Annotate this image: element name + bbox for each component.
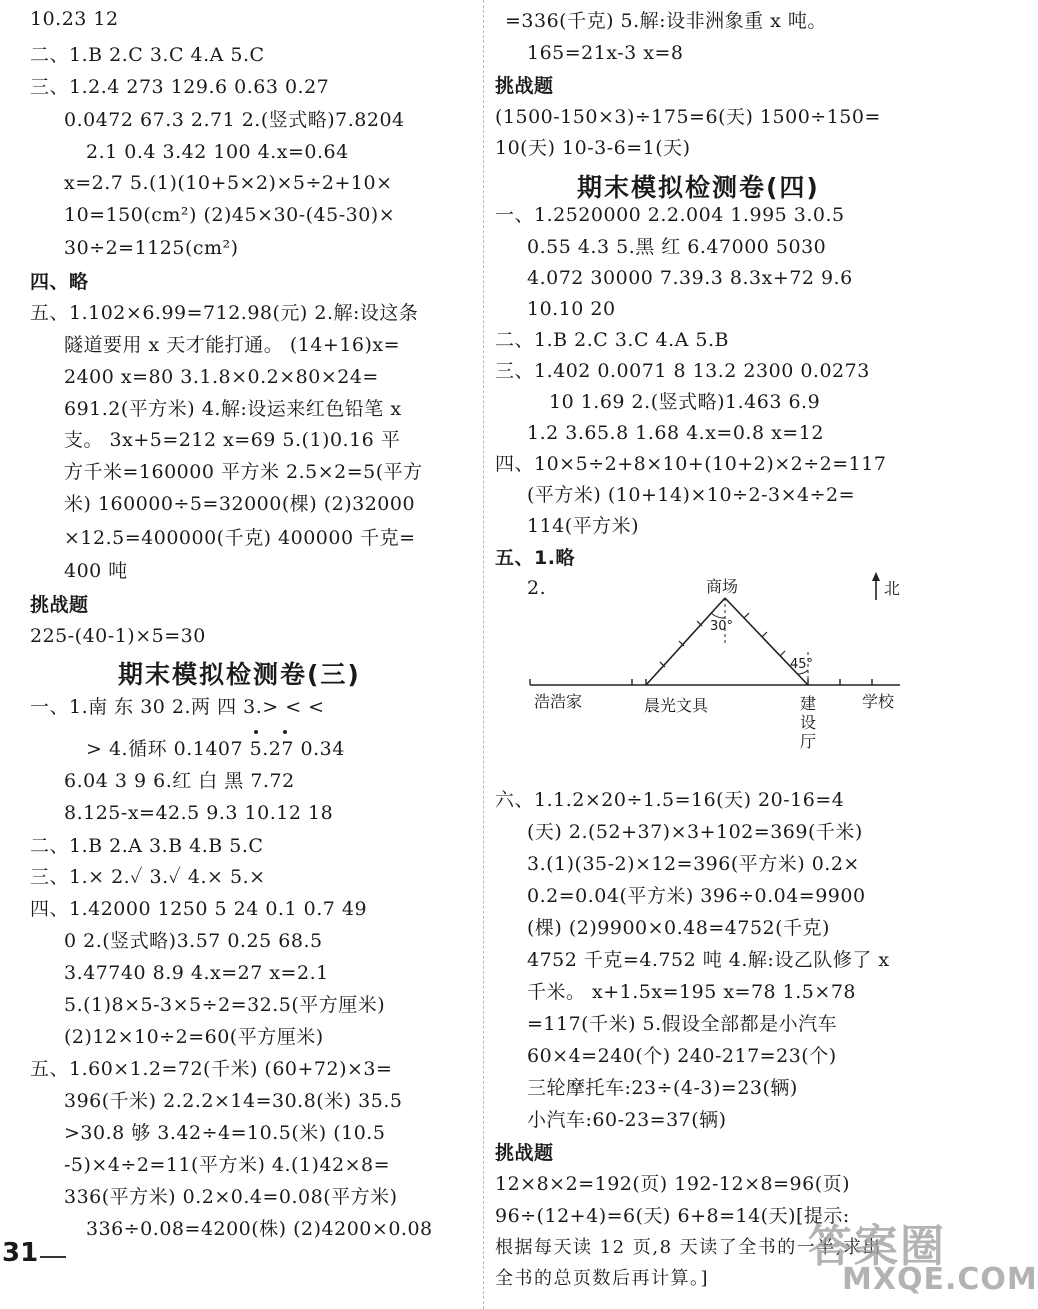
hint-line: 全书的总页数后再计算。] [495, 1268, 710, 1289]
answer-line: (1500-150×3)÷175=6(天) 1500÷150= [495, 106, 881, 128]
label-north: 北 [884, 579, 901, 598]
answer-line: 六、1.1.2×20÷1.5=16(天) 20-16=4 [495, 789, 845, 811]
answer-line: 五、1.60×1.2=72(千米) (60+72)×3= [30, 1058, 393, 1080]
answer-line: 千米。 x+1.5x=195 x=78 1.5×78 [527, 981, 856, 1003]
answer-line: (天) 2.(52+37)×3+102=369(千米) [527, 821, 863, 843]
challenge-label: 挑战题 [30, 594, 89, 616]
answer-line: 小汽车:60-23=37(辆) [527, 1109, 727, 1131]
answer-line: 114(平方米) [527, 515, 640, 537]
exam-3-heading: 期末模拟检测卷(三) [118, 660, 361, 689]
answer-line: =117(千米) 5.假设全部都是小汽车 [527, 1013, 838, 1035]
answer-line: 三、1.2.4 273 129.6 0.63 0.27 [30, 76, 330, 98]
answer-line: 二、1.B 2.A 3.B 4.B 5.C [30, 835, 264, 857]
answer-line: 四、1.42000 1250 5 24 0.1 0.7 49 [30, 898, 368, 920]
answer-line: 96÷(12+4)=6(天) 6+8=14(天)[提示: [495, 1205, 850, 1227]
label-angle-45: 45° [790, 657, 814, 672]
answer-line: x=2.7 5.(1)(10+5×2)×5÷2+10× [64, 172, 393, 194]
answer-line: 二、1.B 2.C 3.C 4.A 5.C [30, 44, 265, 66]
hint-line: 根据每天读 12 页,8 天读了全书的一半,求出 [495, 1237, 882, 1258]
repeating-decimal-dot [283, 730, 287, 734]
answer-line: > 4.循环 0.1407 5.27 0.34 [86, 738, 345, 760]
tick [744, 613, 749, 618]
answer-line: 3.47740 8.9 4.x=27 x=2.1 [64, 962, 329, 984]
answer-line: 4.072 30000 7.39.3 8.3x+72 9.6 [527, 267, 853, 289]
answer-line: 336÷0.08=4200(株) (2)4200×0.08 [86, 1218, 433, 1240]
tick [780, 651, 785, 656]
angle-arc [711, 613, 725, 618]
route-map-diagram [500, 570, 920, 760]
answer-line: 6.04 3 9 6.红 白 黑 7.72 [64, 770, 295, 792]
challenge-label: 挑战题 [495, 1142, 554, 1164]
label-bank-3: 厅 [800, 732, 817, 751]
answer-line: 五、1.102×6.99=712.98(元) 2.解:设这条 [30, 302, 419, 324]
label-angle-30: 30° [710, 619, 734, 634]
page-number-rule [40, 1256, 66, 1258]
answer-line: 0 2.(竖式略)3.57 0.25 68.5 [64, 930, 323, 952]
answer-line: 60×4=240(个) 240-217=23(个) [527, 1045, 837, 1067]
watermark-logo: 答案圈 [808, 1221, 946, 1272]
watermark-url: MXQE.COM [842, 1262, 1038, 1297]
section-label: 四、略 [30, 271, 89, 293]
answer-line: 3.(1)(35-2)×12=396(平方米) 0.2× [527, 853, 860, 875]
answer-line: 三轮摩托车:23÷(4-3)=23(辆) [527, 1077, 798, 1099]
answer-line: 三、1.402 0.0071 8 13.2 2300 0.0273 [495, 360, 870, 382]
label-school: 学校 [862, 692, 895, 711]
answer-line: 396(千米) 2.2.2×14=30.8(米) 35.5 [64, 1090, 403, 1112]
answer-line: 2.1 0.4 3.42 100 4.x=0.64 [86, 141, 349, 163]
answer-line: 8.125-x=42.5 9.3 10.12 18 [64, 802, 334, 824]
answer-line: >30.8 够 3.42÷4=10.5(米) (10.5 [64, 1122, 386, 1144]
answer-line: 一、1.2520000 2.2.004 1.995 3.0.5 [495, 204, 845, 226]
answer-line: 10=150(cm²) (2)45×30-(45-30)× [64, 204, 396, 226]
answer-line: 10 1.69 2.(竖式略)1.463 6.9 [549, 391, 821, 413]
answer-line: 三、1.× 2.✓ 3.✓ 4.× 5.× [30, 866, 266, 888]
answer-line: =336(千克) 5.解:设非洲象重 x 吨。 [505, 10, 827, 32]
column-divider [483, 0, 484, 1309]
answer-line: ×12.5=400000(千克) 400000 千克= [64, 527, 416, 549]
repeating-decimal-dot [254, 730, 258, 734]
label-bank-1: 建 [800, 694, 817, 713]
answer-line: (棵) (2)9900×0.48=4752(千克) [527, 917, 830, 939]
answer-line: 225-(40-1)×5=30 [30, 625, 206, 647]
answer-line: 5.(1)8×5-3×5÷2=32.5(平方厘米) [64, 994, 386, 1016]
answer-line: 方千米=160000 平方米 2.5×2=5(平方 [64, 461, 423, 483]
answer-line: -5)×4÷2=11(平方米) 4.(1)42×8= [64, 1154, 391, 1176]
label-home: 浩浩家 [534, 692, 583, 711]
answer-line: 10.10 20 [527, 298, 616, 320]
answer-line: 一、1.南 东 30 2.两 四 3.> < < [30, 696, 325, 718]
page-number: 31 [2, 1238, 39, 1268]
tick [762, 632, 767, 637]
label-stationery: 晨光文具 [644, 696, 709, 715]
answer-line: 2. [527, 577, 547, 599]
answer-line: 336(平方米) 0.2×0.4=0.08(平方米) [64, 1186, 398, 1208]
answer-line: 691.2(平方米) 4.解:设运来红色铅笔 x [64, 398, 402, 420]
answer-line: 2400 x=80 3.1.8×0.2×80×24= [64, 366, 379, 388]
answer-line: 165=21x-3 x=8 [527, 42, 684, 64]
route-to-mall [646, 598, 725, 685]
answer-line: 隧道要用 x 天才能打通。 (14+16)x= [64, 334, 401, 356]
answer-line: 400 吨 [64, 560, 128, 582]
answer-line: (平方米) (10+14)×10÷2-3×4÷2= [527, 484, 856, 506]
answer-line: 10(天) 10-3-6=1(天) [495, 137, 691, 159]
answer-line: 二、1.B 2.C 3.C 4.A 5.B [495, 329, 730, 351]
answer-line: 0.0472 67.3 2.71 2.(竖式略)7.8204 [64, 109, 405, 131]
label-mall: 商场 [706, 577, 739, 596]
answer-line: 10.23 12 [30, 8, 119, 30]
answer-line: 1.2 3.65.8 1.68 4.x=0.8 x=12 [527, 422, 824, 444]
answer-line: (2)12×10÷2=60(平方厘米) [64, 1026, 324, 1048]
north-arrow-head-icon [872, 572, 880, 581]
challenge-label: 挑战题 [495, 75, 554, 97]
section-label: 五、1.略 [495, 547, 575, 569]
exam-4-heading: 期末模拟检测卷(四) [577, 173, 820, 202]
answer-line: 4752 千克=4.752 吨 4.解:设乙队修了 x [527, 949, 890, 971]
answer-line: 0.55 4.3 5.黑 红 6.47000 5030 [527, 236, 827, 258]
answer-line: 0.2=0.04(平方米) 396÷0.04=9900 [527, 885, 866, 907]
answer-line: 12×8×2=192(页) 192-12×8=96(页) [495, 1173, 851, 1195]
answer-line: 米) 160000÷5=32000(棵) (2)32000 [64, 493, 416, 515]
answer-line: 四、10×5÷2+8×10+(10+2)×2÷2=117 [495, 453, 887, 475]
label-bank-2: 设 [800, 713, 817, 732]
answer-line: 支。 3x+5=212 x=69 5.(1)0.16 平 [64, 429, 401, 451]
answer-line: 30÷2=1125(cm²) [64, 237, 239, 259]
